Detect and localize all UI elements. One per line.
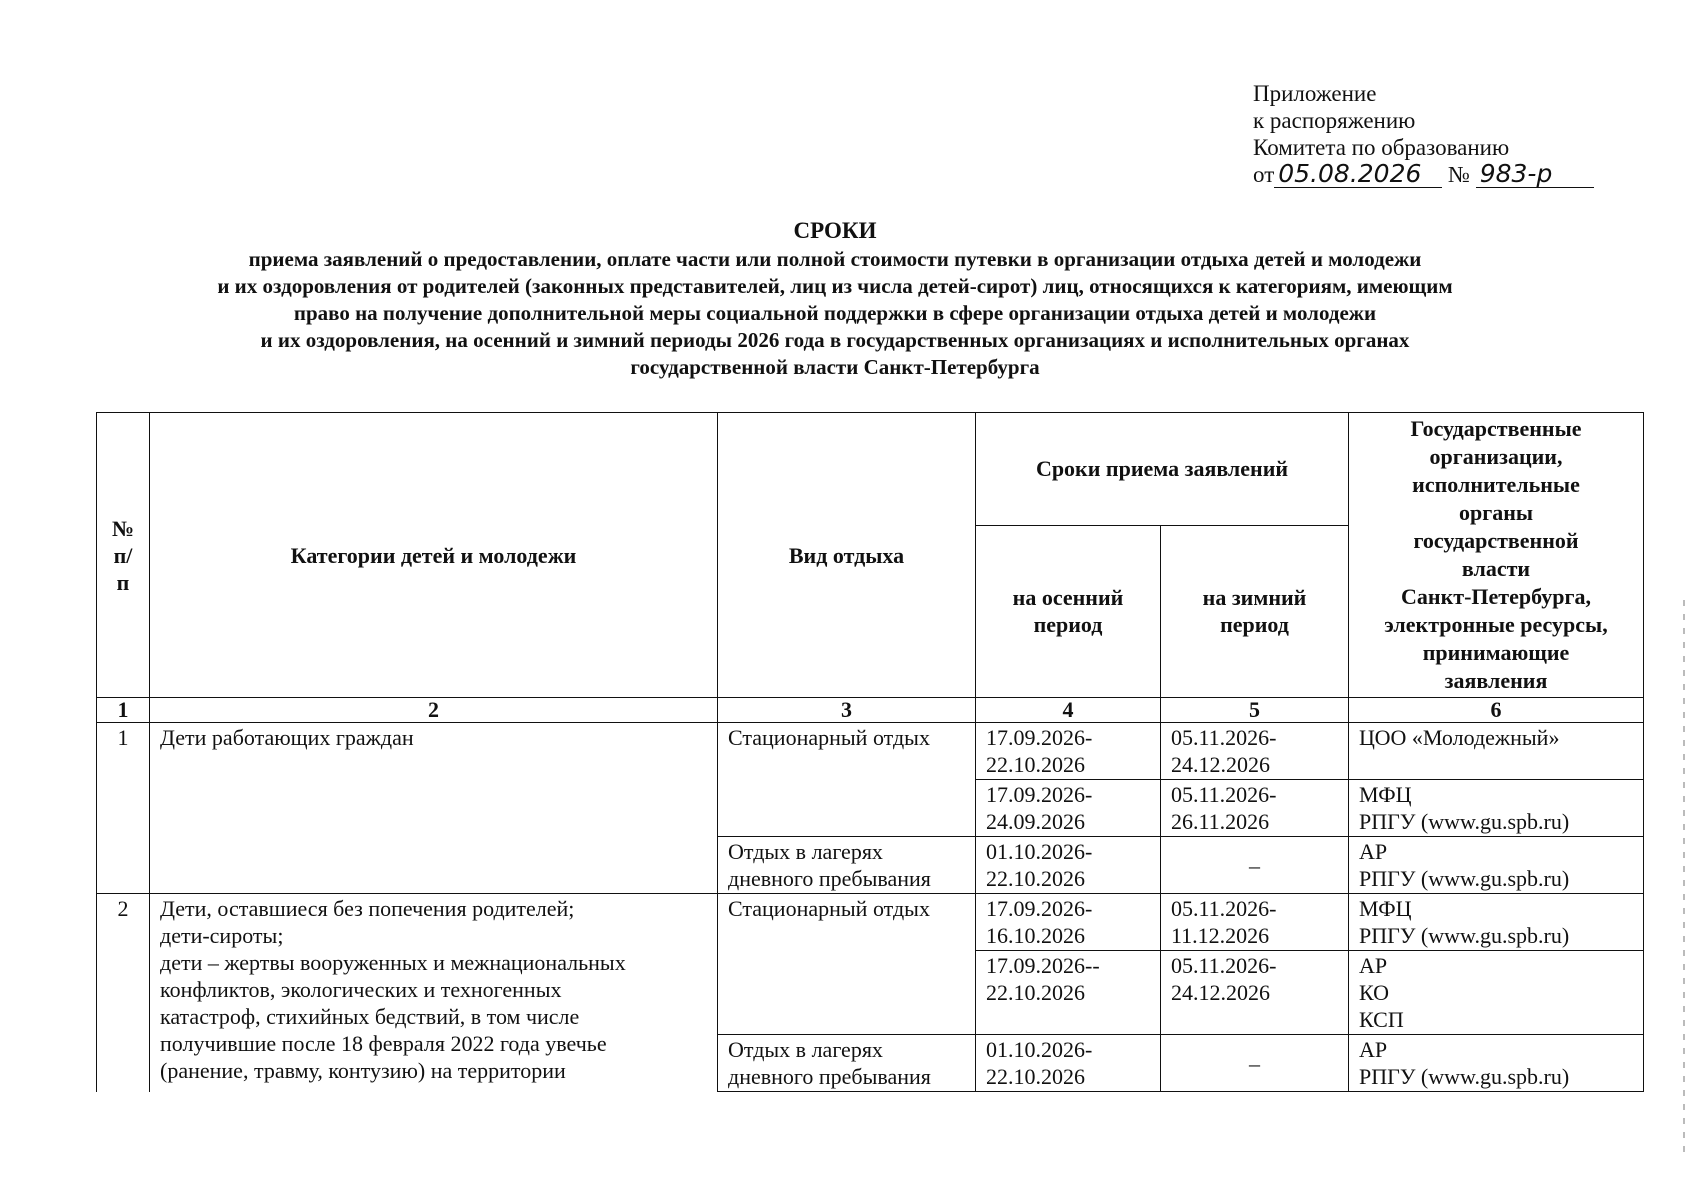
handwritten-date: 05.08.2026 [1274,161,1442,188]
winter-cell: – [1161,837,1349,894]
orgs-cell: АР РПГУ (www.gu.spb.ru) [1349,837,1644,894]
appendix-line-2: к распоряжению [1253,108,1416,133]
winter-cell: – [1161,1035,1349,1092]
table-row [97,723,1644,780]
autumn-cell: 01.10.2026- 22.10.2026 [976,837,1161,894]
scan-edge-mark [1683,600,1685,1160]
autumn-cell: 17.09.2026- 22.10.2026 [976,723,1161,780]
appendix-line-3: Комитета по образованию [1253,135,1510,160]
winter-cell: 05.11.2026- 26.11.2026 [1161,780,1349,837]
header-orgs: Государственные организации, исполнительные органы государственной власти Санкт-Петербурга, электронные ресурсы, принимающие заявления [1349,413,1644,698]
orgs-cell: АР КО КСП [1349,951,1644,1035]
winter-cell: 05.11.2026- 11.12.2026 [1161,894,1349,951]
column-number: 5 [1161,698,1349,723]
orgs-cell: МФЦ РПГУ (www.gu.spb.ru) [1349,894,1644,951]
autumn-cell: 01.10.2026- 22.10.2026 [976,1035,1161,1092]
row-number: 1 [97,723,150,894]
appendix-line-1: Приложение [1253,81,1377,106]
column-number: 4 [976,698,1161,723]
autumn-cell: 17.09.2026- 16.10.2026 [976,894,1161,951]
number-sign: № [1448,162,1470,187]
header-terms: Сроки приема заявлений [976,413,1349,526]
rest-type-cell: Отдых в лагерях дневного пребывания [718,837,976,894]
heading-line: и их оздоровления от родителей (законных представителей, лиц из числа детей-сирот) лиц, относящихся к категориям, имеющим [217,274,1453,298]
column-number: 6 [1349,698,1644,723]
header-num: № п/ п [97,413,150,698]
winter-cell: 05.11.2026- 24.12.2026 [1161,723,1349,780]
column-number: 1 [97,698,150,723]
header-winter: на зимний период [1161,525,1349,697]
orgs-cell: МФЦ РПГУ (www.gu.spb.ru) [1349,780,1644,837]
appendix-date-line [1253,161,1594,188]
column-number: 2 [150,698,718,723]
appendix-block [1253,80,1594,188]
rest-type-cell: Стационарный отдых [718,723,976,837]
rest-type-cell: Отдых в лагерях дневного пребывания [718,1035,976,1092]
appendix-from-prefix: от [1253,162,1275,187]
document-heading [100,217,1570,381]
handwritten-number: 983-р [1476,161,1594,188]
column-number: 3 [718,698,976,723]
orgs-cell: ЦОО «Молодежный» [1349,723,1644,780]
terms-table [96,412,1644,1092]
table-row [97,894,1644,951]
document-title: СРОКИ [793,218,877,243]
row-number: 2 [97,894,150,1092]
header-category: Категории детей и молодежи [150,413,718,698]
category-cell: Дети работающих граждан [150,723,718,894]
rest-type-cell: Стационарный отдых [718,894,976,1035]
heading-line: и их оздоровления, на осенний и зимний периоды 2026 года в государственных организациях и исполнительных органах [260,328,1410,352]
category-cell: Дети, оставшиеся без попечения родителей; дети-сироты; дети – жертвы вооруженных и межнациональных конфликтов, экологических и техногенных катастроф, стихийных бедствий, в том числе получившие после 18 февраля 2022 года увечье (ранение, травму, контузию) на территории [150,894,718,1092]
heading-line: право на получение дополнительной меры социальной поддержки в сфере организации отдыха детей и молодежи [293,301,1377,325]
winter-cell: 05.11.2026- 24.12.2026 [1161,951,1349,1035]
header-rest-type: Вид отдыха [718,413,976,698]
orgs-cell: АР РПГУ (www.gu.spb.ru) [1349,1035,1644,1092]
header-autumn: на осенний период [976,525,1161,697]
autumn-cell: 17.09.2026- 24.09.2026 [976,780,1161,837]
heading-line: государственной власти Санкт-Петербурга [630,355,1040,379]
heading-line: приема заявлений о предоставлении, оплате части или полной стоимости путевки в организации отдыха детей и молодежи [248,247,1422,271]
autumn-cell: 17.09.2026-- 22.10.2026 [976,951,1161,1035]
